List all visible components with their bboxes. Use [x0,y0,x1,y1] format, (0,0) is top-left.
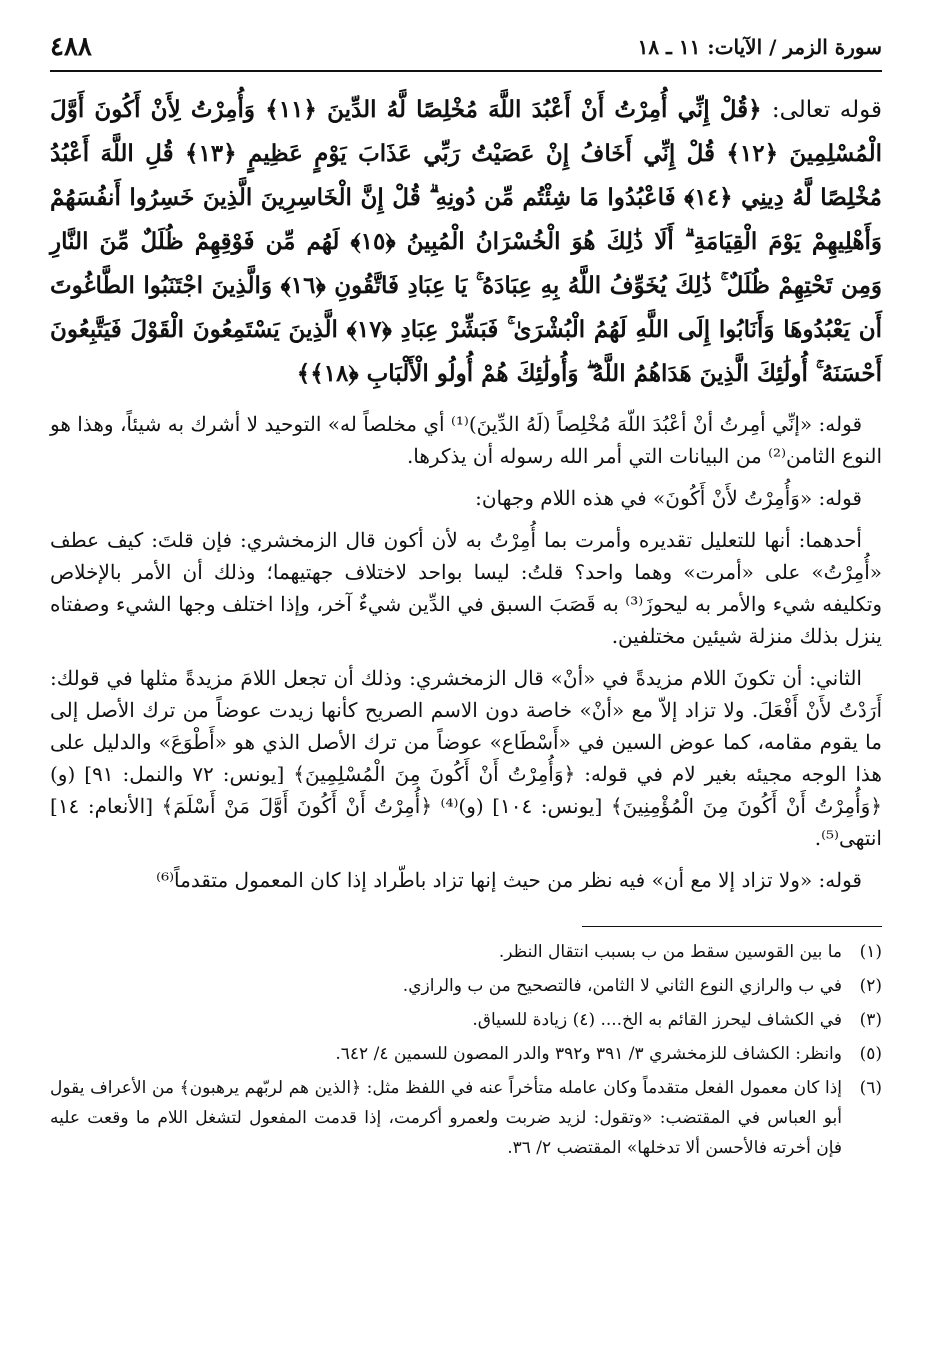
paragraph: قوله: «ولا تزاد إلا مع أن» فيه نظر من حيث إنها تزاد باطّراد إذا كان المعمول متقدماً⁽⁶⁾ [156,868,862,892]
footnote-separator [582,926,882,927]
paragraph: أحدهما: أنها للتعليل تقديره وأمرت بما أُمِرْتُ به لأن أكون قال الزمخشري: فإن قلتَ: كيف عطف «أُمِرْتُ» على «أمرت» وهما واحد؟ قلتُ: ليسا بواحد لاختلاف جهتيهما؛ وذلك أن الأمر بالإخلاص وتكليفه شيء والأمر به ليحوزَ⁽³⁾ به قَصَبَ السبق في الدِّين شيءٌ آخر، وإذا اختلف وجها الشيء وصفتاه ينزل بذلك منزلة شيئين مختلفين. [50,528,882,648]
quran-verses: ﴿قُلْ إِنِّي أُمِرْتُ أَنْ أَعْبُدَ اللَّهَ مُخْلِصًا لَّهُ الدِّينَ ﴿١١﴾ وَأُمِرْتُ لِأَنْ أَكُونَ أَوَّلَ الْمُسْلِمِينَ ﴿١٢﴾ قُلْ إِنِّي أَخَافُ إِنْ عَصَيْتُ رَبِّي عَذَابَ يَوْمٍ عَظِيمٍ ﴿١٣﴾ قُلِ اللَّهَ أَعْبُدُ مُخْلِصًا لَّهُ دِينِي ﴿١٤﴾ فَاعْبُدُوا مَا شِئْتُم مِّن دُونِهِ ۗ قُلْ إِنَّ الْخَاسِرِينَ الَّذِينَ خَسِرُوا أَنفُسَهُمْ وَأَهْلِيهِمْ يَوْمَ الْقِيَامَةِ ۗ أَلَا ذَٰلِكَ هُوَ الْخُسْرَانُ الْمُبِينُ ﴿١٥﴾ لَهُم مِّن فَوْقِهِمْ ظُلَلٌ مِّنَ النَّارِ وَمِن تَحْتِهِمْ ظُلَلٌ ۚ ذَٰلِكَ يُخَوِّفُ اللَّهُ بِهِ عِبَادَهُ ۚ يَا عِبَادِ فَاتَّقُونِ ﴿١٦﴾ وَالَّذِينَ اجْتَنَبُوا الطَّاغُوتَ أَن يَعْبُدُوهَا وَأَنَابُوا إِلَى اللَّهِ لَهُمُ الْبُشْرَىٰ ۚ فَبَشِّرْ عِبَادِ ﴿١٧﴾ الَّذِينَ يَسْتَمِعُونَ الْقَوْلَ فَيَتَّبِعُونَ أَحْسَنَهُ ۚ أُولَٰئِكَ الَّذِينَ هَدَاهُمُ اللَّهُ ۖ وَأُولَٰئِكَ هُمْ أُولُو الْأَلْبَابِ ﴿١٨﴾﴾ [50,96,882,387]
commentary-body [50,408,882,896]
footnote-number: (١) [859,942,882,962]
footnote-text: إذا كان معمول الفعل متقدماً وكان عامله متأخراً عنه في اللفظ مثل: ﴿الذين هم لربّهم يرهبون﴾ من الأعراف يقول أبو العباس في المقتضب: «وتقول: لزيد ضربت ولعمرو أكرمت، إذا قدمت المفعول لتشغل اللام ما وقعت عليه فإن أخرته فالأحسن ألا تدخلها» المقتضب ٢/ ٣٦. [50,1078,842,1158]
footnote [50,1005,882,1035]
footnotes [50,937,882,1163]
page-header [50,28,882,72]
footnote-number: (٥) [859,1044,882,1064]
paragraph: قوله: «وَأُمِرْتُ لأَنْ أَكُونَ» في هذه اللام وجهان: [475,486,862,510]
footnote-text: في الكشاف ليحرز القائم به الخ.... (٤) زيادة للسياق. [472,1010,842,1030]
paragraph: قوله: «إنِّي أمِرتُ أنْ أعْبُدَ اللّهَ مُخْلِصاً (لَهُ الدِّينَ)⁽¹⁾ أي مخلصاً له» التوحيد لا أشرك به شيئاً، وهذا هو النوع الثامن⁽²⁾ من البيانات التي أمر الله رسوله أن يذكرها. [50,412,882,468]
footnote-text: ما بين القوسين سقط من ب بسبب انتقال النظر. [498,942,842,962]
page-number: ٤٨٨ [50,32,92,62]
footnote-text: وانظر: الكشاف للزمخشري ٣/ ٣٩١ و٣٩٢ والدر المصون للسمين ٤/ ٦٤٢. [335,1044,842,1064]
quran-lead: قوله تعالى: [771,97,882,123]
footnote-text: في ب والرازي النوع الثاني لا الثامن، فالتصحيح من ب والرازي. [402,976,842,996]
footnote-number: (٦) [859,1078,882,1098]
running-title: سورة الزمر / الآيات: ١١ ـ ١٨ [637,35,882,59]
footnote [50,971,882,1001]
book-page [50,28,882,1348]
footnote-number: (٢) [859,976,882,996]
quran-passage [50,88,882,396]
paragraph: الثاني: أن تكونَ اللام مزيدةً في «أنْ» قال الزمخشري: وذلك أن تجعل اللامَ مزيدةً مثلها في قولك: أَرَدْتُ لأَنْ أَفْعَلَ. ولا تزاد إلاّ مع «أنْ» خاصة دون الاسم الصريح كأنها زيدت عوضاً من ترك الأصل إلى ما يقوم مقامه، كما عوض السين في «أَسْطَاع» عوضاً من ترك الأصل الذي هو «أَطْوَعَ» والدليل على هذا الوجه مجيئه بغير لام في قوله: ﴿وَأُمِرْتُ أَنْ أَكُونَ مِنَ الْمُسْلِمِينَ﴾ [يونس: ٧٢ والنمل: ٩١] (و) ﴿وَأُمِرْتُ أَنْ أَكُونَ مِنَ الْمُؤْمِنِينَ﴾ [يونس: ١٠٤] (و)⁽⁴⁾ ﴿أُمِرْتُ أَنْ أَكُونَ أَوَّلَ مَنْ أَسْلَمَ﴾ [الأنعام: ١٤] انتهى⁽⁵⁾. [50,666,882,850]
footnote [50,1073,882,1163]
footnote [50,1039,882,1069]
footnote [50,937,882,967]
footnote-number: (٣) [859,1010,882,1030]
